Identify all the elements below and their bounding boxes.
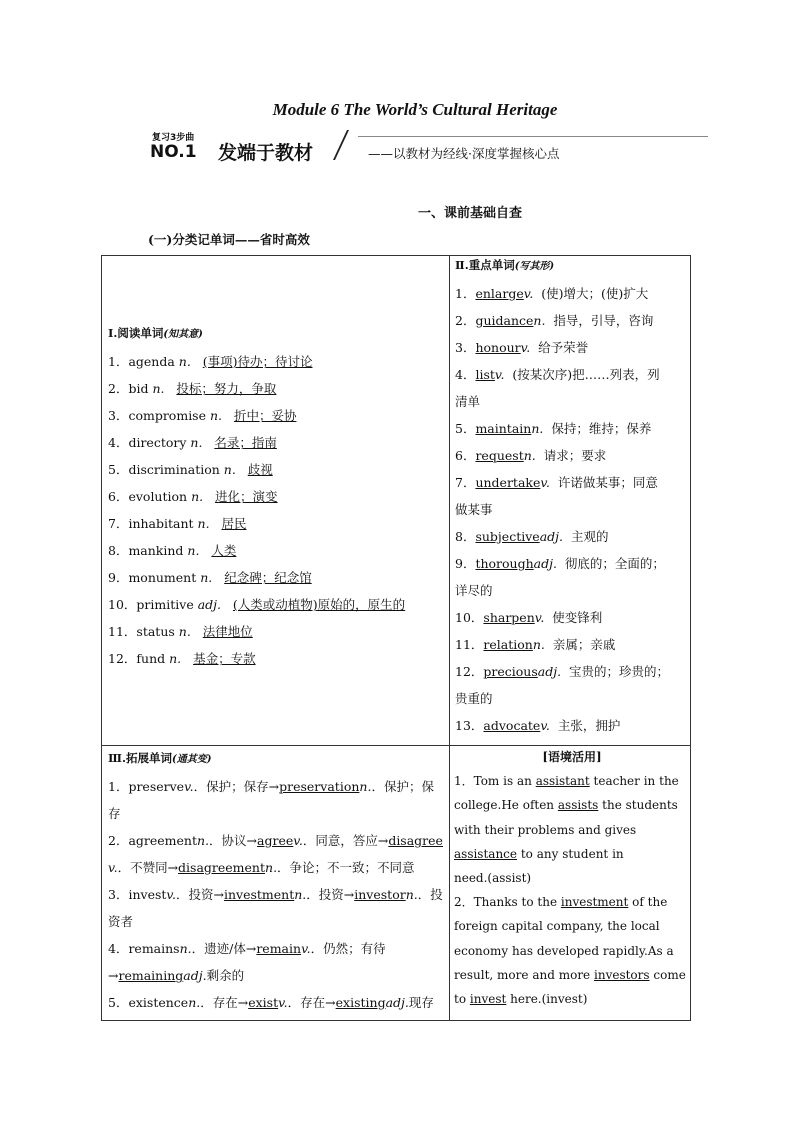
item-word: list xyxy=(475,367,495,382)
reading-item xyxy=(108,537,405,564)
reading-item xyxy=(108,564,405,591)
item-number: 4． xyxy=(455,367,476,382)
key-words-cell xyxy=(455,252,669,739)
extend-part: investment xyxy=(223,887,295,902)
item-number: 13． xyxy=(455,718,484,733)
extend-part: ．存在→ xyxy=(287,995,336,1010)
item-meaning: 居民 xyxy=(221,516,247,531)
item-number: 7． xyxy=(108,516,129,531)
item-meaning: 详尽的 xyxy=(455,583,493,598)
item-number: 3． xyxy=(108,408,129,423)
item-meaning: (人类或动植物)原始的，原生的 xyxy=(232,597,406,612)
reading-item xyxy=(108,591,405,618)
item-meaning: 折中；妥协 xyxy=(233,408,297,423)
item-pos: n. xyxy=(190,435,203,450)
item-word: compromise xyxy=(128,408,210,423)
item-pos: adj. xyxy=(197,597,221,612)
extend-header-label: Ⅲ.拓展单词 xyxy=(108,751,173,765)
item-word: monument xyxy=(128,570,201,585)
item-pos: n. xyxy=(532,637,545,652)
item-word: relation xyxy=(483,637,533,652)
context-line: result, more and more investors come xyxy=(454,967,686,982)
extend-part: agree xyxy=(257,833,294,848)
item-meaning: 许诺做某事；同意 xyxy=(557,475,658,490)
extend-part: 剩余的 xyxy=(206,968,245,983)
item-pos: n. xyxy=(169,651,182,666)
banner-subtitle: ——以教材为经线·深度掌握核心点 xyxy=(368,146,560,161)
item-number: 10． xyxy=(108,597,137,612)
reading-header-label: Ⅰ.阅读单词 xyxy=(108,326,164,340)
item-word: thorough xyxy=(475,556,534,571)
item-number: 8． xyxy=(455,529,476,544)
key-item xyxy=(455,658,669,685)
extend-item xyxy=(108,800,443,827)
reading-words-cell xyxy=(108,320,405,672)
item-pos: n. xyxy=(200,570,213,585)
item-number: 1． xyxy=(455,286,476,301)
banner-rule xyxy=(358,136,708,137)
banner-number: NO.1 xyxy=(150,142,197,162)
extend-part: adj. xyxy=(183,968,207,983)
extend-part: ．仍然；有待 xyxy=(310,941,386,956)
key-item xyxy=(455,280,669,307)
extend-part: v. xyxy=(166,887,176,902)
extend-part: 4．remains xyxy=(108,941,180,956)
item-number: 10． xyxy=(455,610,484,625)
item-word: primitive xyxy=(136,597,198,612)
item-pos: adj. xyxy=(537,664,562,679)
key-item xyxy=(455,442,669,469)
extend-part: remaining xyxy=(118,968,184,983)
subsection-heading: (一)分类记单词——省时高效 xyxy=(148,232,310,247)
extend-part: ．投资→ xyxy=(175,887,224,902)
item-word: request xyxy=(475,448,524,463)
reading-header-note: (知其意) xyxy=(163,329,203,340)
item-meaning: 清单 xyxy=(455,394,481,409)
item-word: directory xyxy=(128,435,191,450)
item-meaning: 主观的 xyxy=(570,529,609,544)
context-usage-cell xyxy=(454,745,690,1011)
extend-part: ．协议→ xyxy=(209,833,258,848)
reading-item xyxy=(108,483,405,510)
item-meaning: 使变锋利 xyxy=(552,610,603,625)
key-item xyxy=(455,415,669,442)
banner-heading: 发端于教材 xyxy=(218,142,314,164)
key-item xyxy=(455,523,669,550)
item-pos: v. xyxy=(494,367,505,382)
item-word: enlarge xyxy=(475,286,524,301)
item-number: 9． xyxy=(108,570,129,585)
item-word: status xyxy=(136,624,179,639)
extend-item xyxy=(108,962,443,989)
context-line: assistance to any student in xyxy=(454,846,624,861)
section-heading: 一、课前基础自查 xyxy=(418,206,523,221)
extend-part: preservation xyxy=(279,779,360,794)
extend-part: n. xyxy=(405,887,418,902)
extend-item xyxy=(108,773,443,800)
key-item xyxy=(455,307,669,334)
extend-item xyxy=(108,827,443,854)
item-word: sharpen xyxy=(483,610,535,625)
extend-part: 1．preserve xyxy=(108,779,185,794)
reading-item xyxy=(108,456,405,483)
item-number: 12． xyxy=(455,664,484,679)
item-pos: n. xyxy=(197,516,210,531)
key-header-label: Ⅱ.重点单词 xyxy=(455,258,515,272)
extend-part: 现存 xyxy=(408,995,434,1010)
item-meaning: 宝贵的；珍贵的； xyxy=(569,664,670,679)
item-number: 6． xyxy=(455,448,476,463)
extend-part: ．同意，答应→ xyxy=(302,833,389,848)
extend-item xyxy=(108,989,443,1016)
item-number: 4． xyxy=(108,435,129,450)
item-number: 6． xyxy=(108,489,129,504)
item-meaning: 主张，拥护 xyxy=(557,718,621,733)
item-meaning: 请求；要求 xyxy=(543,448,607,463)
extend-part: v. xyxy=(293,833,303,848)
item-meaning: 人类 xyxy=(211,543,237,558)
item-word: evolution xyxy=(128,489,192,504)
key-item xyxy=(455,685,669,712)
key-header xyxy=(455,252,669,280)
context-line: with their problems and gives xyxy=(454,822,637,837)
extend-part: ．遗迹/体→ xyxy=(191,941,257,956)
extend-part: adj. xyxy=(385,995,409,1010)
extend-header-note: (通其变) xyxy=(172,754,212,765)
item-meaning: (使)增大；(使)扩大 xyxy=(541,286,649,301)
item-pos: v. xyxy=(540,718,550,733)
item-pos: v. xyxy=(523,286,534,301)
item-number: 5． xyxy=(455,421,476,436)
item-pos: n. xyxy=(523,448,536,463)
table-divider-vertical xyxy=(449,256,450,1020)
key-item xyxy=(455,550,669,577)
item-word: honour xyxy=(475,340,521,355)
item-word: advocate xyxy=(483,718,541,733)
item-pos: adj. xyxy=(539,529,563,544)
reading-item xyxy=(108,402,405,429)
item-meaning: 彻底的；全面的； xyxy=(564,556,665,571)
banner-slash xyxy=(333,130,349,160)
section-banner xyxy=(148,130,708,166)
item-meaning: 保持；维持；保养 xyxy=(551,421,652,436)
item-meaning: 名录；指南 xyxy=(214,435,277,450)
extend-item xyxy=(108,881,443,908)
item-number: 5． xyxy=(108,462,129,477)
extend-part: ．投 xyxy=(417,887,443,902)
extend-part: n. xyxy=(294,887,307,902)
item-word: fund xyxy=(136,651,170,666)
context-line: 2．Thanks to the investment of the xyxy=(454,895,668,910)
context-line: to invest here.(invest) xyxy=(454,992,588,1007)
banner-small-label: 复习3步曲 xyxy=(152,133,195,143)
key-item xyxy=(455,469,669,496)
item-pos: n. xyxy=(187,543,200,558)
item-meaning: 纪念碑；纪念馆 xyxy=(224,570,312,585)
item-pos: n. xyxy=(191,489,204,504)
item-word: maintain xyxy=(475,421,532,436)
context-line: college.He often assists the students xyxy=(454,798,678,813)
extend-part: 2．agreement xyxy=(108,833,198,848)
item-number: 2． xyxy=(455,313,476,328)
context-line: 1．Tom is an assistant teacher in the xyxy=(454,774,679,789)
item-pos: n. xyxy=(223,462,236,477)
item-meaning: 基金；专款 xyxy=(193,651,256,666)
reading-item xyxy=(108,510,405,537)
item-number: 11． xyxy=(455,637,484,652)
key-item xyxy=(455,604,669,631)
context-line: need.(assist) xyxy=(454,871,532,886)
item-meaning: (事项)待办；待讨论 xyxy=(202,354,313,369)
extend-part: ．不赞同→ xyxy=(117,860,179,875)
item-word: mankind xyxy=(128,543,188,558)
key-header-note: (写其形) xyxy=(514,261,555,272)
item-pos: v. xyxy=(534,610,545,625)
item-word: discrimination xyxy=(128,462,224,477)
reading-item xyxy=(108,429,405,456)
item-pos: n. xyxy=(533,313,546,328)
extend-part: ．保护；保存→ xyxy=(193,779,280,794)
item-number: 3． xyxy=(455,340,476,355)
key-item xyxy=(455,631,669,658)
item-number: 1． xyxy=(108,354,129,369)
item-pos: n. xyxy=(531,421,544,436)
vocabulary-table xyxy=(101,255,691,1021)
extend-item xyxy=(108,854,443,881)
item-meaning: 贵重的 xyxy=(455,691,493,706)
item-number: 11． xyxy=(108,624,137,639)
extend-header xyxy=(108,745,443,773)
item-word: guidance xyxy=(475,313,534,328)
key-item xyxy=(455,496,669,523)
extension-words-cell xyxy=(108,745,443,1016)
reading-item xyxy=(108,375,405,402)
extend-part: 存 xyxy=(108,806,121,821)
item-meaning: 给予荣誉 xyxy=(538,340,589,355)
item-pos: n. xyxy=(209,408,223,423)
item-pos: n. xyxy=(152,381,165,396)
context-header: [语境活用] xyxy=(542,750,602,764)
extend-part: v. xyxy=(301,941,311,956)
item-number: 9． xyxy=(455,556,476,571)
item-meaning: 做某事 xyxy=(455,502,493,517)
extend-part: n. xyxy=(197,833,210,848)
item-pos: v. xyxy=(540,475,550,490)
extend-part: v. xyxy=(108,860,118,875)
item-word: undertake xyxy=(475,475,541,490)
extend-part: investor xyxy=(354,887,406,902)
extend-part: disagreement xyxy=(178,860,266,875)
extend-part: exist xyxy=(248,995,279,1010)
extend-part: existing xyxy=(335,995,386,1010)
context-line: economy has developed rapidly.As a xyxy=(454,943,674,958)
reading-item xyxy=(108,618,405,645)
item-meaning: 指导，引导，咨询 xyxy=(553,313,654,328)
item-meaning: 法律地位 xyxy=(202,624,253,639)
extend-part: disagree xyxy=(388,833,443,848)
extend-part: → xyxy=(108,968,119,983)
item-meaning: 投标；努力，争取 xyxy=(176,381,277,396)
extend-part: ．保护；保 xyxy=(371,779,434,794)
item-word: inhabitant xyxy=(128,516,198,531)
item-pos: v. xyxy=(520,340,531,355)
item-word: subjective xyxy=(475,529,540,544)
item-meaning: 歧视 xyxy=(247,462,273,477)
key-item xyxy=(455,361,669,388)
key-item xyxy=(455,712,669,739)
item-pos: n. xyxy=(178,624,191,639)
item-number: 2． xyxy=(108,381,129,396)
item-pos: n. xyxy=(178,354,191,369)
extend-part: ．投资→ xyxy=(306,887,355,902)
key-item xyxy=(455,388,669,415)
extend-part: remain xyxy=(256,941,302,956)
extend-part: 3．invest xyxy=(108,887,167,902)
extend-part: 5．existence xyxy=(108,995,189,1010)
extend-part: ．争论；不一致；不同意 xyxy=(277,860,415,875)
item-number: 8． xyxy=(108,543,129,558)
extend-part: v. xyxy=(278,995,288,1010)
reading-item xyxy=(108,348,405,375)
item-meaning: (按某次序)把……列表，列 xyxy=(512,367,660,382)
extend-part: n. xyxy=(188,995,201,1010)
key-item xyxy=(455,577,669,604)
reading-item xyxy=(108,645,405,672)
page-title: Module 6 The World’s Cultural Heritage xyxy=(272,100,558,119)
extend-part: ．存在→ xyxy=(200,995,249,1010)
item-word: bid xyxy=(128,381,153,396)
reading-header xyxy=(108,320,405,348)
item-meaning: 亲属；亲戚 xyxy=(552,637,616,652)
extend-item xyxy=(108,935,443,962)
key-item xyxy=(455,334,669,361)
extend-part: n. xyxy=(359,779,372,794)
context-line: foreign capital company, the local xyxy=(454,919,660,934)
extend-part: n. xyxy=(265,860,278,875)
item-meaning: 进化；演变 xyxy=(215,489,278,504)
item-pos: adj. xyxy=(533,556,557,571)
item-number: 12． xyxy=(108,651,137,666)
extend-part: v. xyxy=(184,779,194,794)
extend-part: n. xyxy=(179,941,192,956)
extend-part: 资者 xyxy=(108,914,134,929)
item-word: precious xyxy=(483,664,538,679)
extend-item xyxy=(108,908,443,935)
item-number: 7． xyxy=(455,475,476,490)
item-word: agenda xyxy=(128,354,179,369)
